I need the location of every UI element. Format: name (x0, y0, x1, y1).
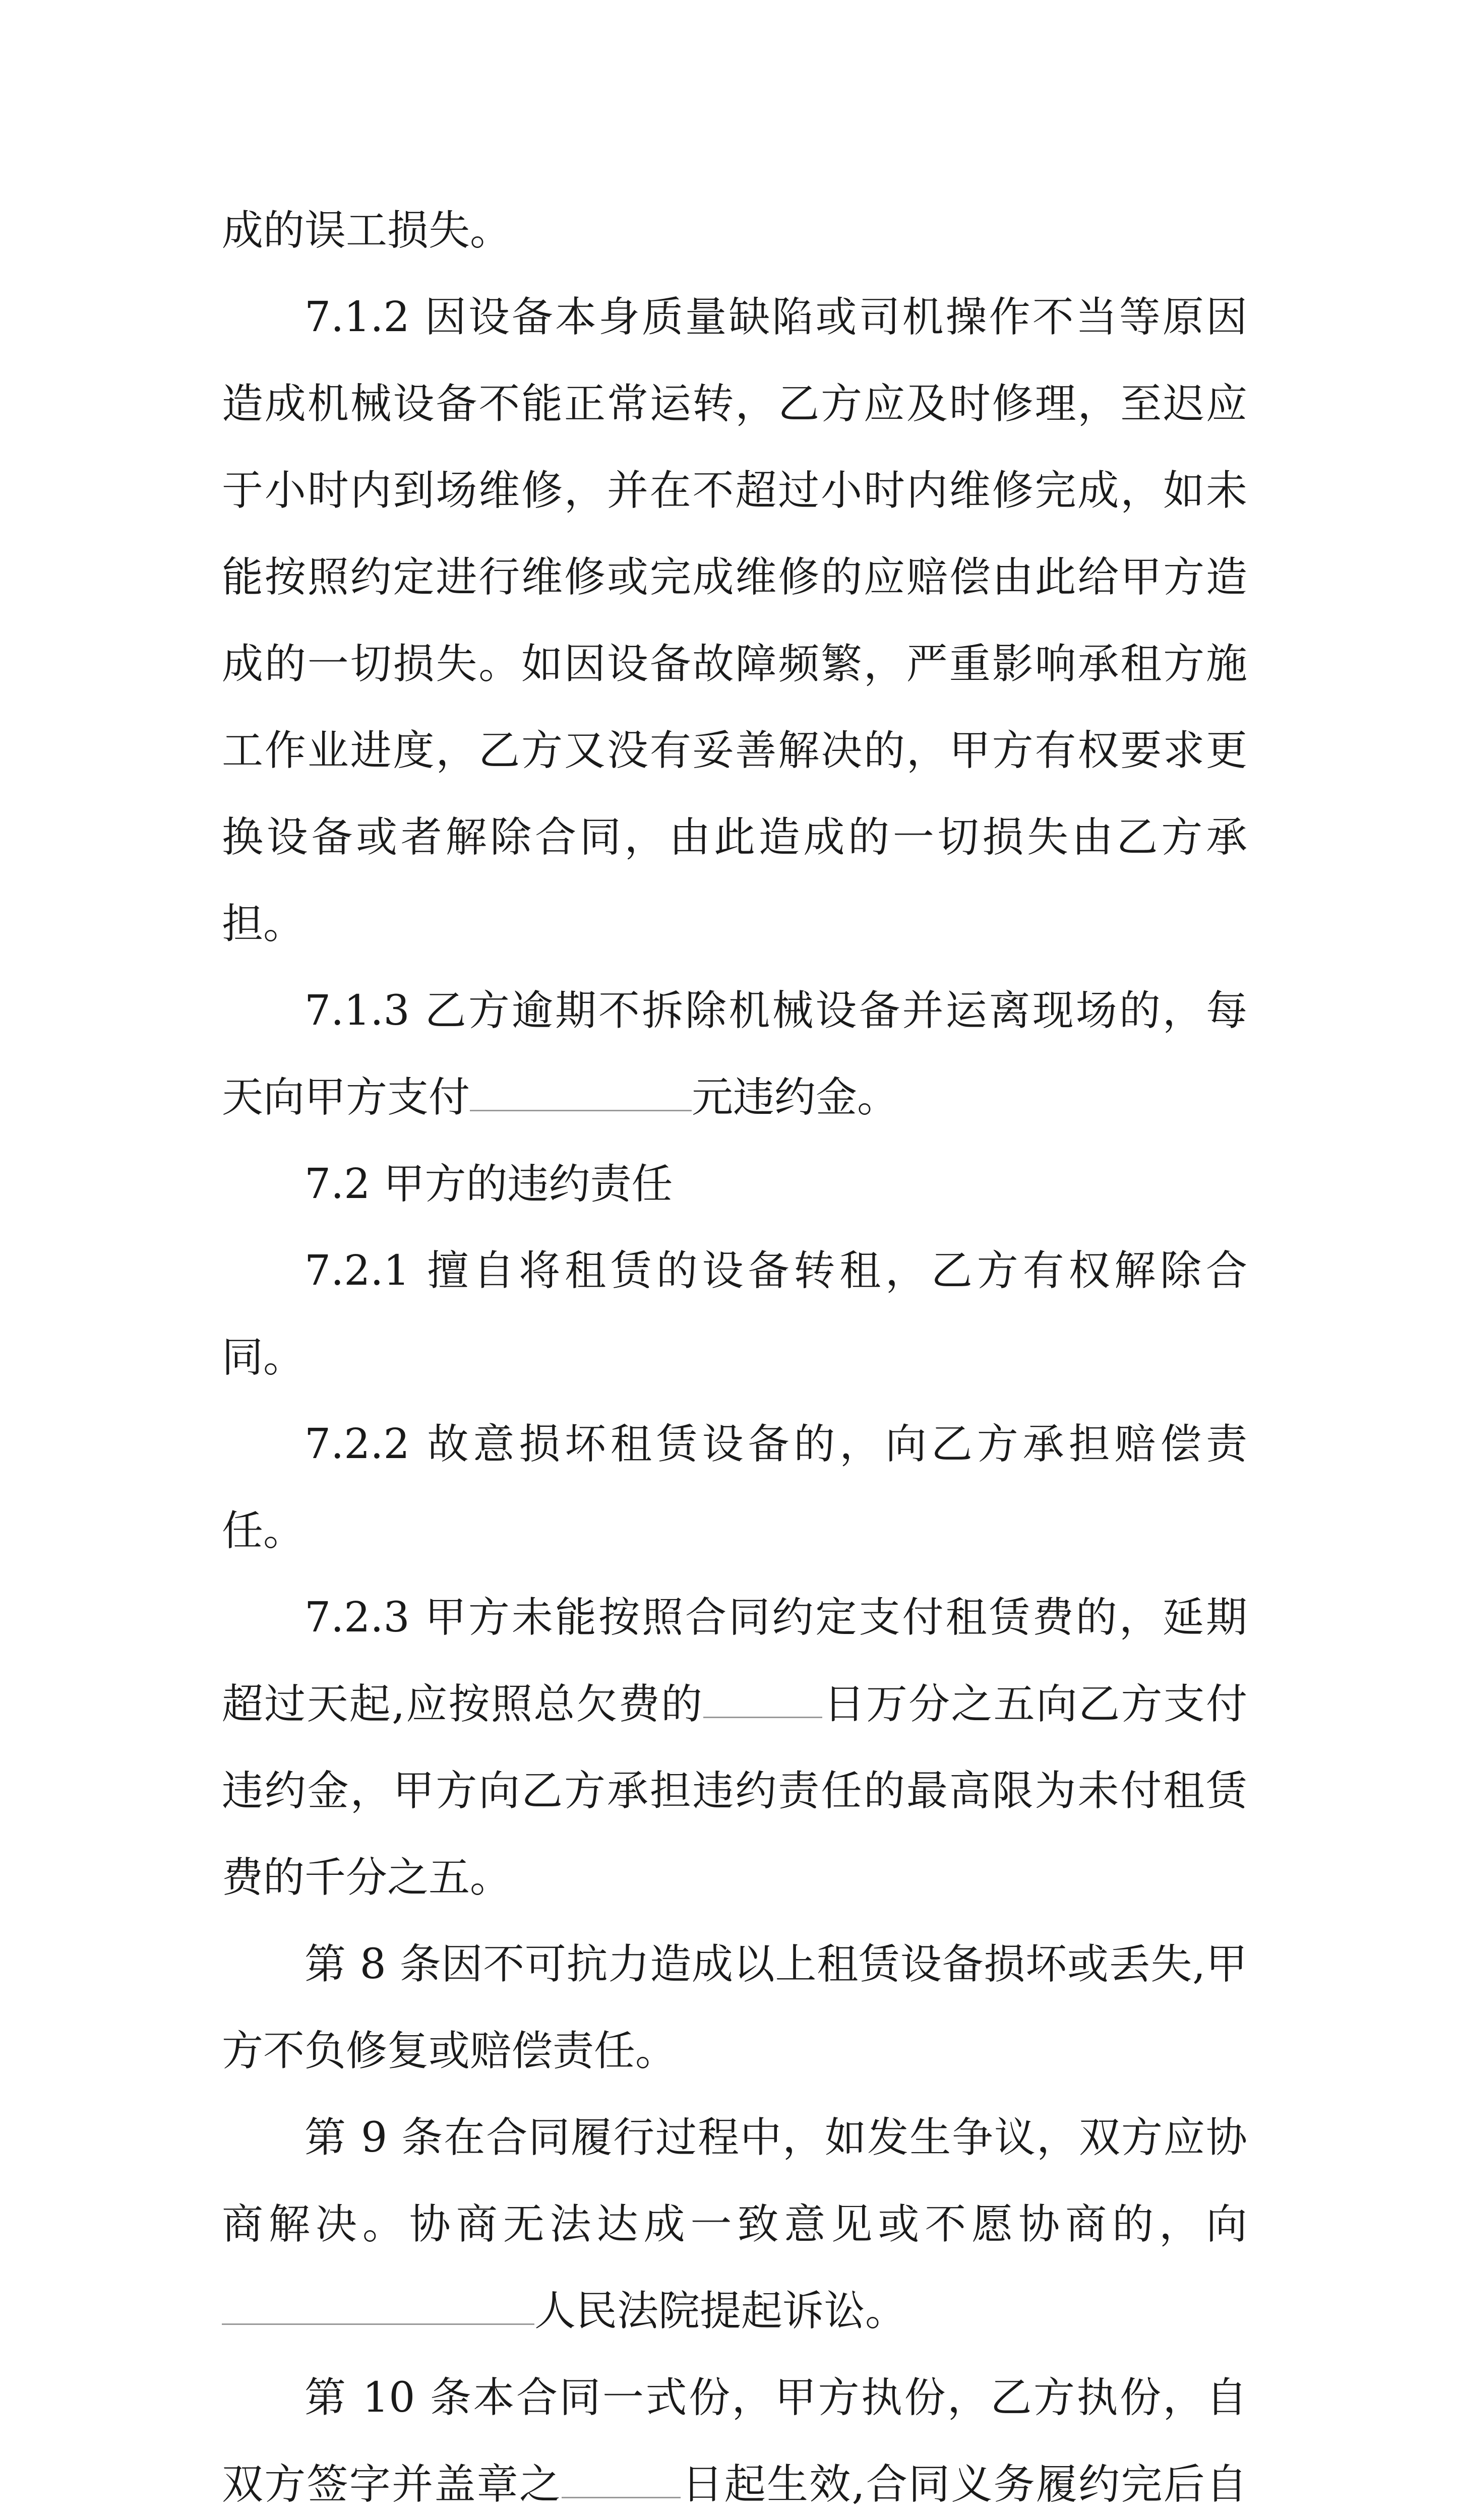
clause-7-2-heading: 7.2 甲方的违约责任 (305, 1160, 673, 1208)
article-10-text-after: 日起生效,合同义务履约完后自 (681, 2461, 1247, 2508)
blank-effective-date[interactable] (562, 2459, 681, 2498)
blank-court-name[interactable] (222, 2285, 534, 2325)
clause-7-2-3-text-after: 日万分之五向乙方支付违约金，甲方向乙方承担违约责任的最高限为未付租赁费的千分之五。 (222, 1680, 1247, 1902)
clause-7-1-3-text-after: 元违约金。 (692, 1074, 899, 1121)
article-10-text-before: 第 10 条本合同一式份，甲方执份，乙方执份，自双方签字并盖章之 (222, 2374, 1247, 2508)
clause-7-2-2: 7.2.2 故意损坏租赁设备的，向乙方承担赔偿责任。 (222, 1420, 1247, 1555)
clause-7-2-3-text-before: 7.2.3 甲方未能按照合同约定支付租赁费的，延期超过天起,应按照总欠费的 (222, 1594, 1247, 1728)
article-9-text-after: 人民法院提起诉讼。 (534, 2287, 907, 2335)
clause-7-1-3-text-before: 7.1.3 乙方逾期不拆除机械设备并运离现场的，每天向甲方支付 (222, 987, 1247, 1121)
article-10 (222, 2355, 1247, 2520)
clause-7-1-2: 7.1.2 因设备本身质量缺陷或司机操作不当等原因造成机械设备不能正常运转，乙方应及时修理，至迟应于小时内到场维修，并在不超过小时内维修完成，如未能按照约定进行维修或完成维修的应赔偿由此给甲方造成的一切损失。如因设备故障频繁，严重影响承租方施工作业进度，乙方又没有妥善解决的，甲方有权要求更换设备或者解除合同，由此造成的一切损失由乙方承担。 (222, 293, 1247, 948)
clause-7-2-3 (222, 1574, 1247, 1921)
article-8: 第 8 条因不可抗力造成以上租赁设备损坏或丢失,甲方不负修复或赔偿责任。 (222, 1940, 1247, 2075)
clause-7-1-3 (222, 968, 1247, 1141)
article-9-part1: 第 9 条在合同履行过程中，如发生争议，双方应协商解决。协商无法达成一致意见或不愿协商的，向 (222, 2114, 1247, 2248)
document-body (222, 187, 1247, 2520)
paragraph-continuation: 成的误工损失。 (222, 207, 512, 255)
article-9-part2 (222, 2268, 1247, 2355)
blank-overdue-rate[interactable] (703, 1678, 822, 1718)
blank-penalty-amount[interactable] (470, 1072, 692, 1111)
clause-7-2-1: 7.2.1 擅自将租赁的设备转租，乙方有权解除合同。 (222, 1247, 1247, 1381)
